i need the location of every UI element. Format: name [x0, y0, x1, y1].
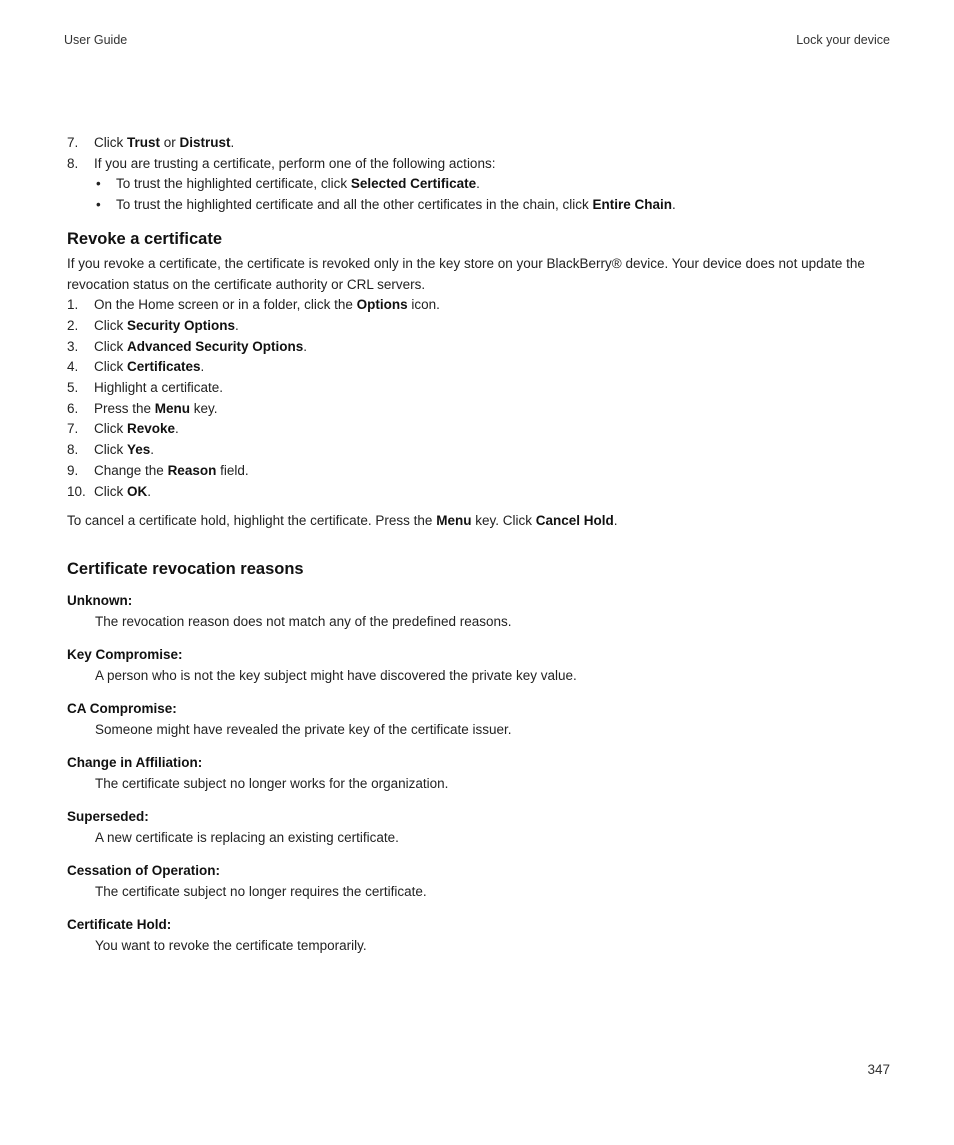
header-guide-title: User Guide [64, 33, 128, 47]
revoke-intro: If you revoke a certificate, the certificate is revoked only in the key store on your BlackBerry® device. Your device does not update the revocation status on the certificate authority or CRL servers. [67, 255, 865, 292]
reason-definition: The certificate subject no longer requires the certificate. [95, 883, 427, 899]
step-item: 1. On the Home screen or in a folder, click the Options icon. [67, 297, 440, 313]
step-item: 7. Click Revoke. [67, 421, 179, 437]
reason-term: Cessation of Operation: [67, 862, 221, 878]
reason-definition: The certificate subject no longer works for the organization. [95, 775, 449, 791]
reason-definition: You want to revoke the certificate temporarily. [95, 937, 367, 953]
bullet-icon: • [96, 176, 101, 192]
step-item: 10. Click OK. [67, 483, 152, 499]
reason-definition: A new certificate is replacing an existing certificate. [95, 829, 399, 845]
reason-term: Change in Affiliation: [67, 754, 203, 770]
header-section-title: Lock your device [796, 33, 890, 47]
bullet-icon: • [96, 197, 101, 213]
reason-definition: Someone might have revealed the private key of the certificate issuer. [95, 721, 512, 737]
step-item: 2. Click Security Options. [67, 317, 239, 333]
bullet-item: • To trust the highlighted certificate, click Selected Certificate. [67, 174, 893, 195]
reasons-list [67, 591, 893, 957]
step-item: 8. Click Yes. [67, 442, 155, 458]
step-item: 3. Click Advanced Security Options. [67, 338, 308, 354]
reason-term: Unknown: [67, 592, 133, 608]
reason-term: Superseded: [67, 808, 149, 824]
step-item: 4. Click Certificates. [67, 359, 205, 375]
section-heading-reasons: Certificate revocation reasons [67, 559, 304, 578]
page-number: 347 [867, 1062, 890, 1077]
reason-term: Key Compromise: [67, 646, 183, 662]
reason-term: Certificate Hold: [67, 916, 172, 932]
step-item: 9. Change the Reason field. [67, 462, 249, 478]
bullet-item: • To trust the highlighted certificate and all the other certificates in the chain, click Entire Chain. [67, 195, 893, 216]
cancel-hold-note: To cancel a certificate hold, highlight the certificate. Press the Menu key. Click Cancel Hold. [67, 513, 618, 529]
page-content [67, 133, 893, 957]
reason-definition: The revocation reason does not match any of the predefined reasons. [95, 613, 512, 629]
reason-definition: A person who is not the key subject might have discovered the private key value. [95, 667, 577, 683]
section-heading-revoke: Revoke a certificate [67, 229, 223, 248]
step-item: 5. Highlight a certificate. [67, 380, 224, 396]
step-item: 7. Click Trust or Distrust. [67, 135, 235, 150]
revoke-steps [67, 295, 893, 502]
step-item: 6. Press the Menu key. [67, 400, 218, 416]
reason-term: CA Compromise: [67, 700, 177, 716]
step-item: 8. If you are trusting a certificate, perform one of the following actions: [67, 155, 496, 171]
